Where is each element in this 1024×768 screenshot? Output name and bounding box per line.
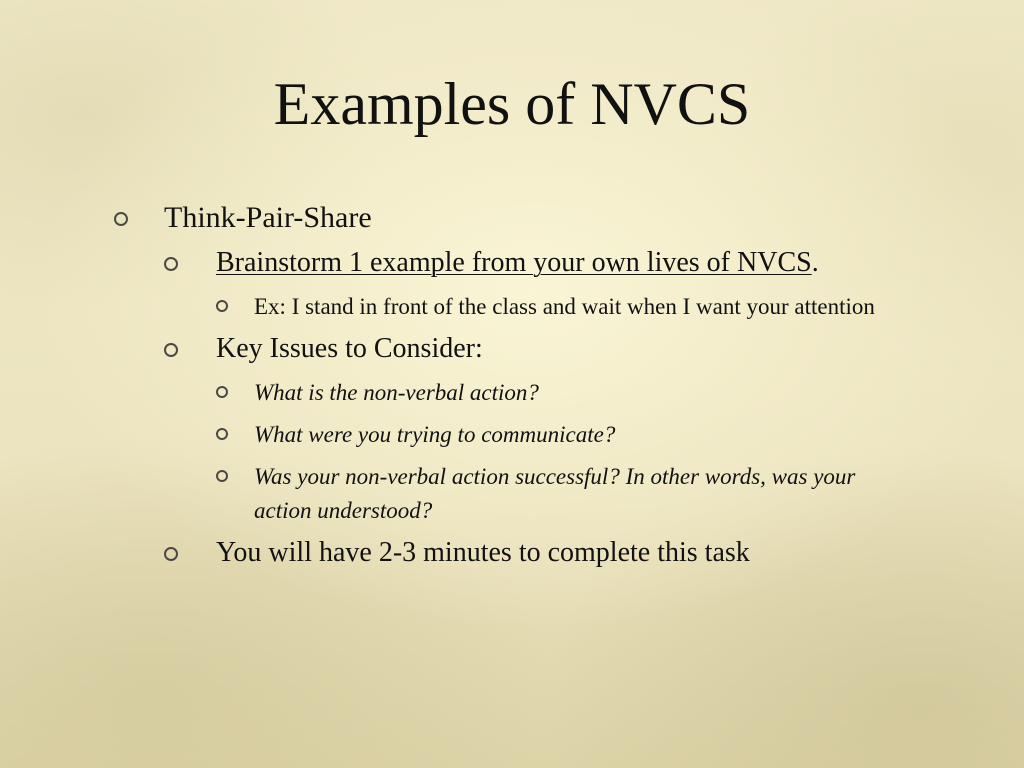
circle-bullet-icon bbox=[164, 547, 178, 561]
bullet-text: Key Issues to Consider: bbox=[216, 333, 483, 364]
bullet-item-time-limit bbox=[164, 536, 932, 570]
circle-bullet-icon bbox=[164, 257, 178, 271]
circle-bullet-icon bbox=[164, 343, 178, 357]
bullet-item-question-communicate bbox=[216, 418, 932, 452]
circle-bullet-icon bbox=[216, 428, 228, 440]
circle-bullet-icon bbox=[216, 386, 228, 398]
bullet-text: You will have 2-3 minutes to complete this task bbox=[216, 537, 750, 568]
bullet-text: Think-Pair-Share bbox=[164, 201, 372, 234]
bullet-item-question-action bbox=[216, 376, 932, 410]
circle-bullet-icon bbox=[216, 300, 228, 312]
bullet-text: What were you trying to communicate? bbox=[254, 422, 616, 447]
slide-body bbox=[112, 200, 932, 580]
bullet-item-think-pair-share bbox=[112, 200, 932, 236]
bullet-item-brainstorm bbox=[164, 246, 932, 280]
circle-bullet-icon bbox=[114, 212, 128, 226]
bullet-text-suffix: . bbox=[811, 247, 819, 278]
circle-bullet-icon bbox=[216, 470, 228, 482]
bullet-item-question-success bbox=[216, 460, 894, 528]
bullet-text: Was your non-verbal action successful? In other words, was your action understood? bbox=[254, 464, 856, 523]
bullet-text-underlined: Brainstorm 1 example from your own lives of NVCS bbox=[216, 247, 812, 278]
bullet-text: Ex: I stand in front of the class and wait when I want your attention bbox=[254, 294, 875, 319]
bullet-text: What is the non-verbal action? bbox=[254, 380, 539, 405]
slide-title: Examples of NVCS bbox=[273, 71, 751, 137]
bullet-item-key-issues bbox=[164, 332, 932, 366]
bullet-item-example bbox=[216, 290, 894, 324]
